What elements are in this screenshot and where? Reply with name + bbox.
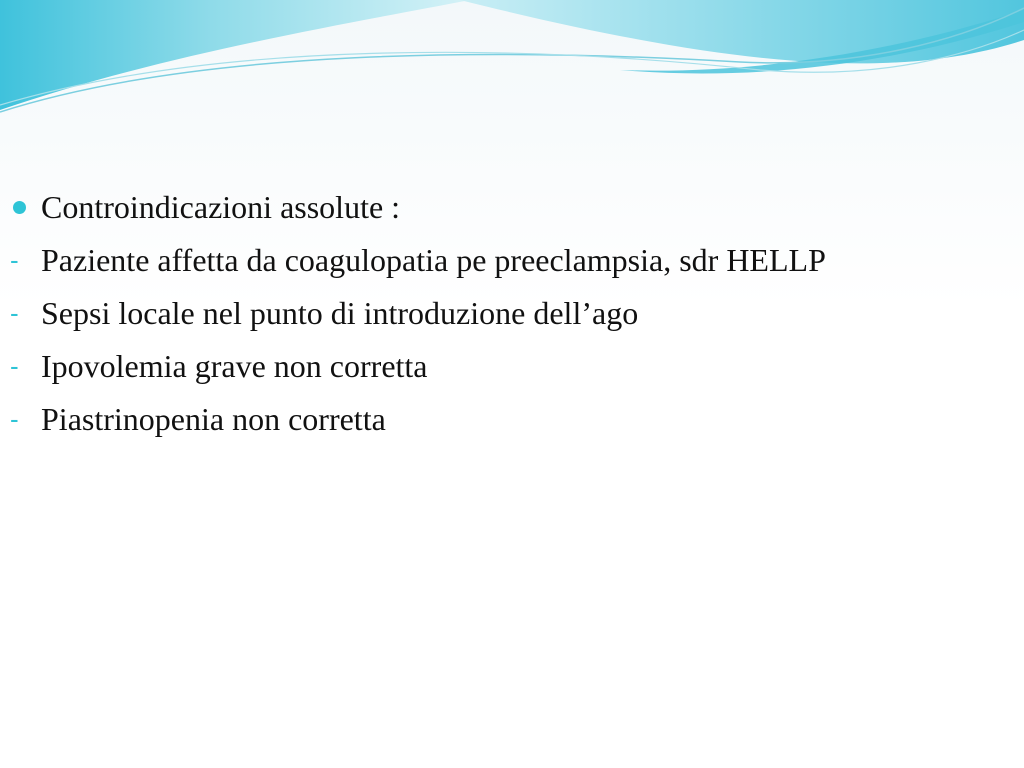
bullet-list — [0, 186, 1000, 451]
list-item — [0, 292, 1000, 334]
dash-marker: - — [10, 404, 19, 434]
list-item — [0, 398, 1000, 440]
list-item-text: Controindicazioni assolute : — [41, 189, 401, 225]
dash-marker: - — [10, 245, 19, 275]
decorative-wave-header — [0, 0, 1024, 130]
list-item-text: Sepsi locale nel punto di introduzione dell’ago — [41, 295, 639, 331]
list-item-text: Paziente affetta da coagulopatia pe preeclampsia, sdr HELLP — [41, 242, 826, 278]
list-item — [0, 345, 1000, 387]
list-item-text: Ipovolemia grave non corretta — [41, 348, 428, 384]
dash-marker: - — [10, 298, 19, 328]
list-item-text: Piastrinopenia non corretta — [41, 401, 386, 437]
list-item-heading — [0, 186, 1000, 228]
list-item — [0, 239, 1000, 281]
dash-marker: - — [10, 351, 19, 381]
